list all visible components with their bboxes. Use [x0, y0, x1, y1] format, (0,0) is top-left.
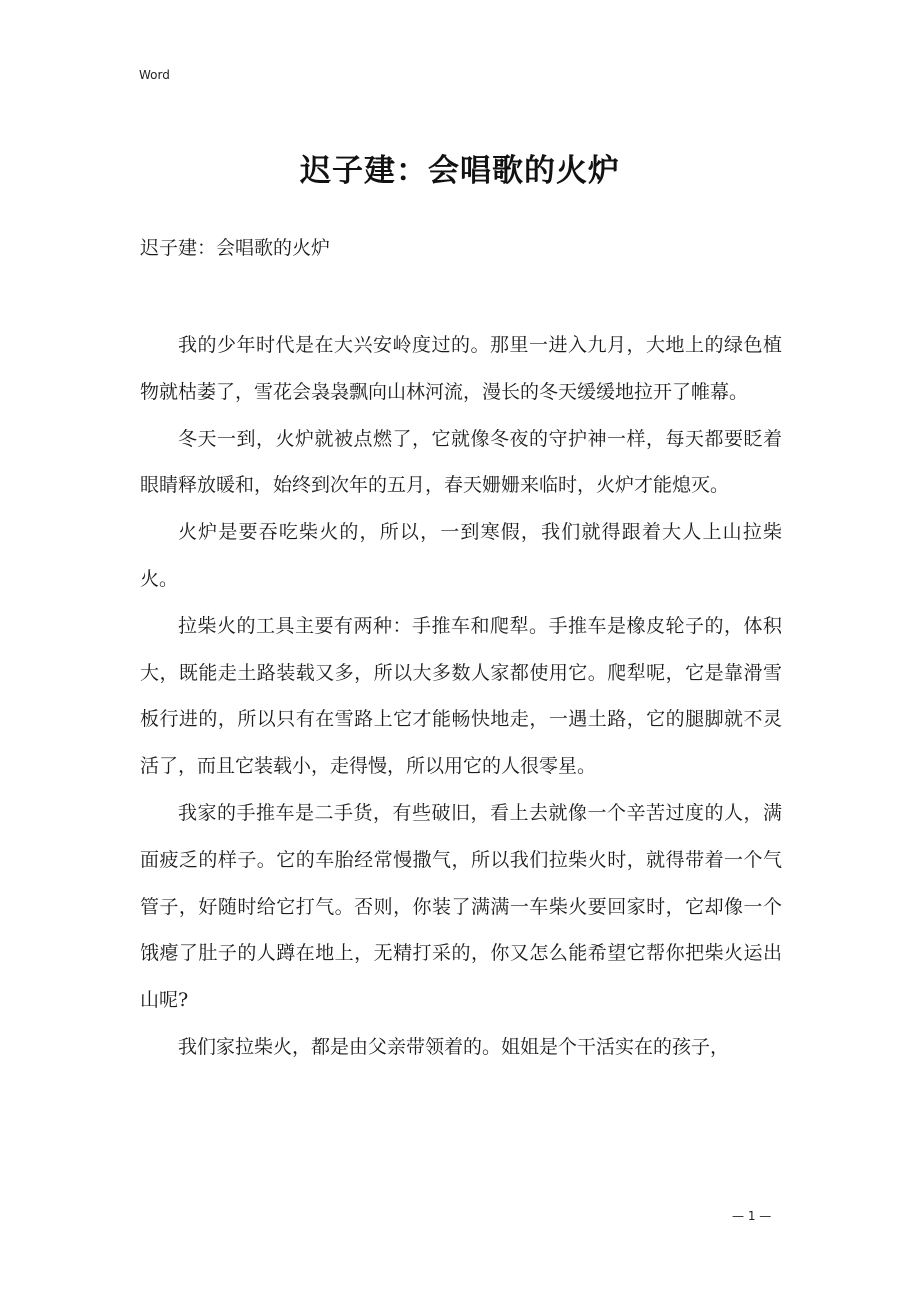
paragraph: 我的少年时代是在大兴安岭度过的。那里一进入九月，大地上的绿色植物就枯萎了，雪花会袅袅飘向山林河流，漫长的冬天缓缓地拉开了帷幕。 — [140, 334, 782, 403]
document-subtitle: 迟子建：会唱歌的火炉 — [140, 237, 331, 259]
paragraph: 拉柴火的工具主要有两种：手推车和爬犁。手推车是橡皮轮子的，体积大，既能走土路装载又多，所以大多数人家都使用它。爬犁呢，它是靠滑雪板行进的，所以只有在雪路上它才能畅快地走，一遇土路，它的腿脚就不灵活了，而且它装载小，走得慢，所以用它的人很零星。 — [140, 614, 782, 778]
document-body — [140, 322, 782, 1071]
page-number: — 1 — — [732, 1209, 772, 1223]
document-title: 迟子建：会唱歌的火炉 — [300, 153, 620, 189]
paragraph: 我家的手推车是二手货，有些破旧，看上去就像一个辛苦过度的人，满面疲乏的样子。它的车胎经常慢撒气，所以我们拉柴火时，就得带着一个气管子，好随时给它打气。否则，你装了满满一车柴火要回家时，它却像一个饿瘪了肚子的人蹲在地上，无精打采的，你又怎么能希望它帮你把柴火运出山呢? — [140, 801, 782, 1012]
paragraph: 我们家拉柴火，都是由父亲带领着的。姐姐是个干活实在的孩子， — [178, 1035, 730, 1058]
paragraph: 冬天一到，火炉就被点燃了，它就像冬夜的守护神一样，每天都要眨着眼睛释放暖和，始终到次年的五月，春天姗姗来临时，火炉才能熄灭。 — [140, 427, 782, 497]
header-label: Word — [139, 68, 170, 82]
paragraph: 火炉是要吞吃柴火的，所以，一到寒假，我们就得跟着大人上山拉柴火。 — [140, 521, 782, 590]
